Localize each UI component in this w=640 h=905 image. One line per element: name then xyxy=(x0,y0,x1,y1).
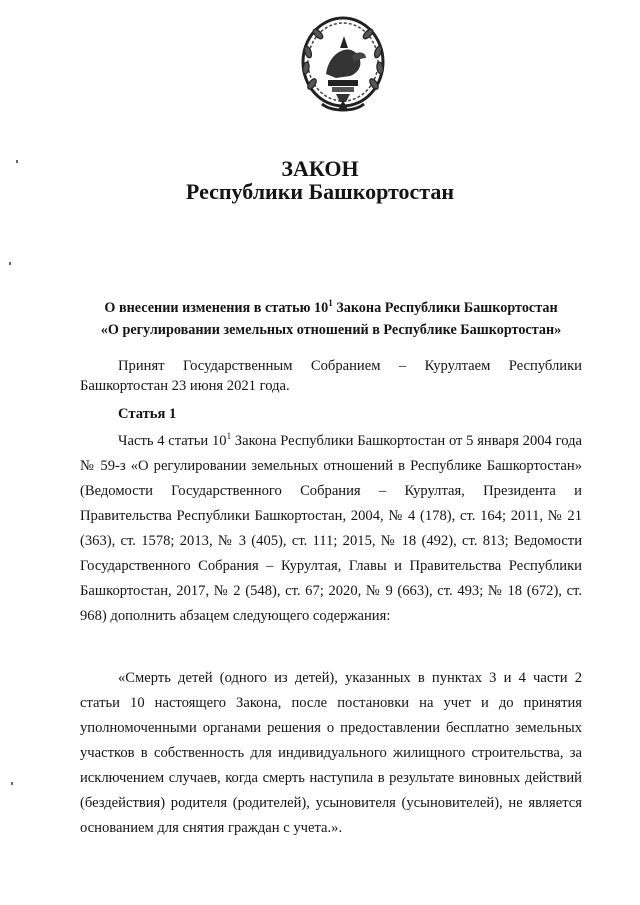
law-subtitle xyxy=(80,297,582,341)
law-title: ЗАКОН xyxy=(281,156,359,181)
scan-speck xyxy=(16,160,18,163)
coat-of-arms-icon xyxy=(296,12,390,120)
scan-speck xyxy=(9,262,11,265)
article-body: Часть 4 статьи $10^1$ Закона Республики Башкортостан от 5 января 2004 года № 59-з «О регулировании земельных отношений в Республике Башкортостан» (Ведомости Государственного Собрания – Курултая, Президента и Правительства Республики Башкортостан, 2004, № 4 (178), ст. 164; 2011, № 21 (363), ст. 1578; 2013, № 3 (405), ст. 111; 2015, № 18 (492), ст. 813; Ведомости Государственного Собрания – Курултая, Главы и Правительства Республики Башкортостан, 2017, № 2 (548), ст. 67; 2020, № 9 (663), ст. 493; № 18 (672), ст. 968) дополнить абзацем следующего содержания: xyxy=(80,431,582,624)
law-title-sub: Республики Башкортостан xyxy=(185,179,455,204)
subtitle-line-1: О внесении изменения в статью $10^1$ Закона Республики Башкортостан xyxy=(104,298,558,316)
article-heading: Статья 1 xyxy=(118,406,177,422)
adoption-statement: Принят Государственным Собранием – Курултаем Республики Башкортостан 23 июня 2021 года. xyxy=(80,358,582,394)
quoted-paragraph: «Смерть детей (одного из детей), указанных в пунктах 3 и 4 части 2 статьи 10 настоящего Закона, после постановки на учет и до принятия уполномоченными органами решения о предоставлении бесплатно земельных участков в собственность для индивидуального жилищного строительства, за исключением случаев, когда смерть наступила в результате виновных действий (бездействия) родителя (родителей), усыновителя (усыновителей), не является основанием для снятия граждан с учета.». xyxy=(80,670,582,836)
scan-speck xyxy=(11,782,13,785)
subtitle-line-2: «О регулировании земельных отношений в Республике Башкортостан» xyxy=(100,322,562,338)
